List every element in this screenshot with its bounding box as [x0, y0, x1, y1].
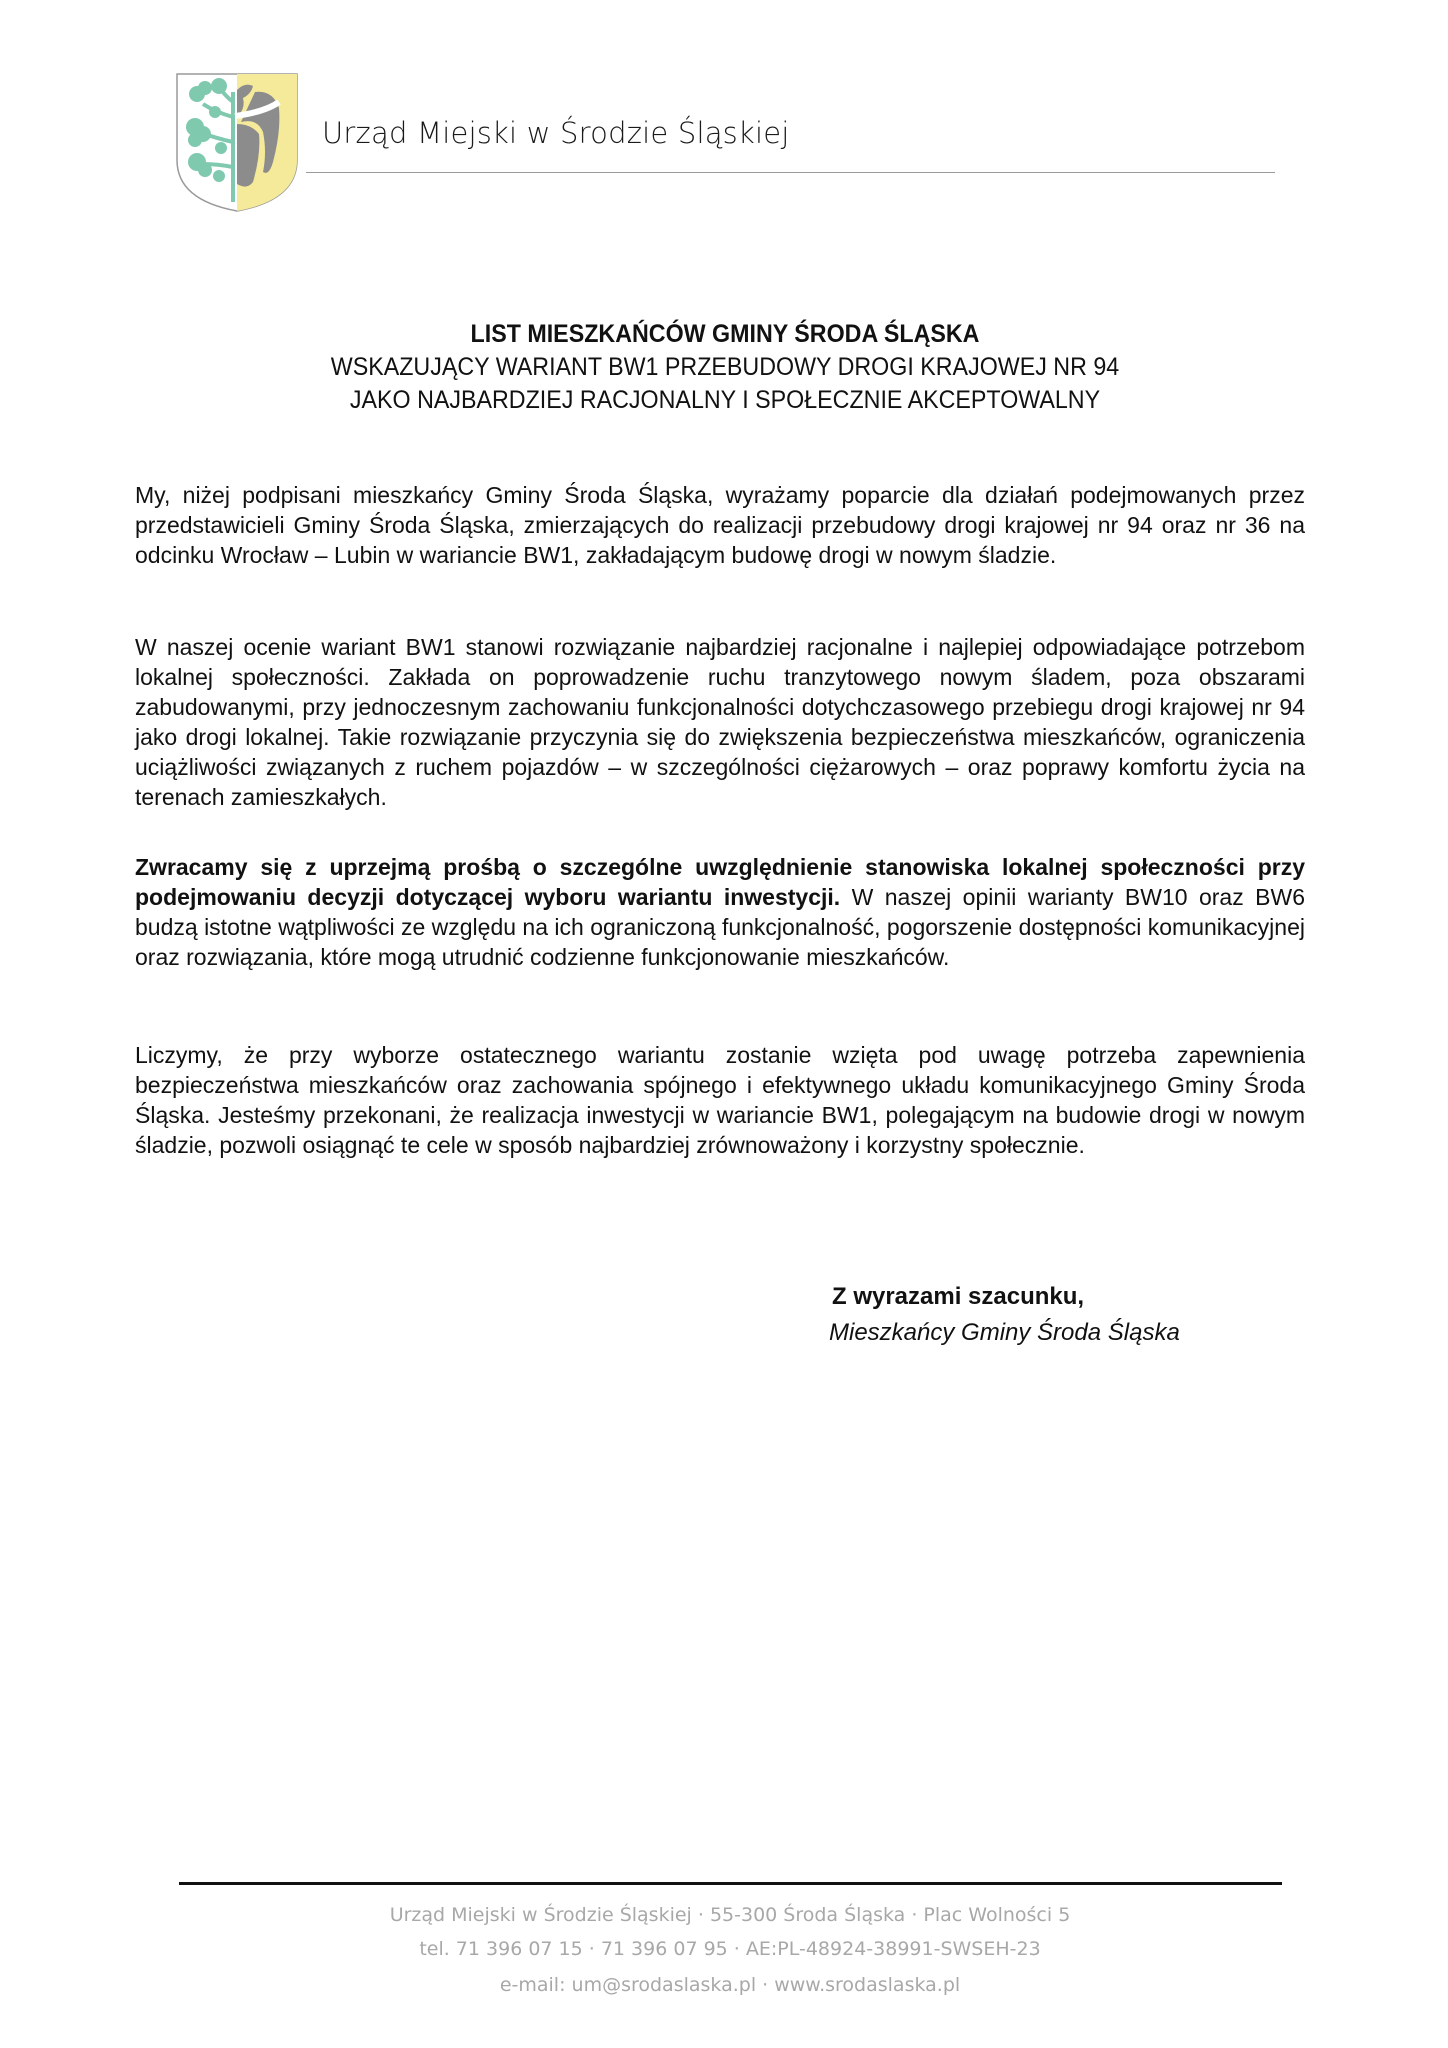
paragraph-1-text: My, niżej podpisani mieszkańcy Gminy Środa Śląska, wyrażamy poparcie dla działań podejmowanych przez przedstawicieli Gminy Środa Śląska, zmierzających do realizacji przebudowy drogi krajowej nr 94 oraz nr 36 na odcinku Wrocław – Lubin w wariancie BW1, zakładającym budowę drogi w nowym śladzie.: [135, 482, 1305, 568]
footer-phone: tel. 71 396 07 15 · 71 396 07 95 · AE:PL-48924-38991-SWSEH-23: [419, 1938, 1041, 1960]
paragraph-conclusion: [135, 1040, 1305, 1160]
footer-divider: [179, 1882, 1282, 1885]
title-line-3: JAKO NAJBARDZIEJ RACJONALNY I SPOŁECZNIE AKCEPTOWALNY: [349, 386, 1101, 414]
shield-icon: [175, 72, 299, 213]
closing-salutation: Z wyrazami szacunku,: [832, 1283, 1085, 1310]
footer-address: Urząd Miejski w Środzie Śląskiej · 55-300 Środa Śląska · Plac Wolności 5: [389, 1904, 1071, 1926]
paragraph-support: [135, 480, 1305, 570]
paragraph-3-bold-text: Zwracamy się z uprzejmą prośbą o szczególne uwzględnienie stanowiska lokalnej społeczności przy podejmowaniu decyzji dotyczącej wyboru wariantu inwestycji.: [135, 854, 1305, 910]
title-line-1: LIST MIESZKAŃCÓW GMINY ŚRODA ŚLĄSKA: [470, 320, 980, 348]
paragraph-assessment: [135, 632, 1305, 812]
footer-contact: e-mail: um@srodaslaska.pl · www.srodaslaska.pl: [499, 1974, 961, 1996]
signature-line: Mieszkańcy Gminy Środa Śląska: [829, 1319, 1180, 1346]
letter-title: [180, 318, 1270, 417]
header-divider: [306, 172, 1275, 173]
office-name: Urząd Miejski w Środzie Śląskiej: [322, 116, 790, 150]
paragraph-2-text: W naszej ocenie wariant BW1 stanowi rozwiązanie najbardziej racjonalne i najlepiej odpowiadające potrzebom lokalnej społeczności. Zakłada on poprowadzenie ruchu tranzytowego nowym śladem, poza obszarami zabudowanymi, przy jednoczesnym zachowaniu funkcjonalności dotychczasowego przebiegu drogi krajowej nr 94 jako drogi lokalnej. Takie rozwiązanie przyczynia się do zwiększenia bezpieczeństwa mieszkańców, ograniczenia uciążliwości związanych z ruchem pojazdów – w szczególności ciężarowych – oraz poprawy komfortu życia na terenach zamieszkałych.: [135, 634, 1305, 810]
paragraph-4-text: Liczymy, że przy wyborze ostatecznego wariantu zostanie wzięta pod uwagę potrzeba zapewnienia bezpieczeństwa mieszkańców oraz zachowania spójnego i efektywnego układu komunikacyjnego Gminy Środa Śląska. Jesteśmy przekonani, że realizacja inwestycji w wariancie BW1, polegającym na budowie drogi w nowym śladzie, pozwoli osiągnąć te cele w sposób najbardziej zrównoważony i korzystny społecznie.: [135, 1042, 1305, 1158]
paragraph-request: [135, 852, 1305, 972]
title-line-2: WSKAZUJĄCY WARIANT BW1 PRZEBUDOWY DROGI KRAJOWEJ NR 94: [330, 353, 1120, 381]
coat-of-arms-logo: [175, 72, 299, 213]
paragraph-3-text: W naszej opinii warianty BW10 oraz BW6 budzą istotne wątpliwości ze względu na ich ograniczoną funkcjonalność, pogorszenie dostępności komunikacyjnej oraz rozwiązania, które mogą utrudnić codzienne funkcjonowanie mieszkańców.: [135, 884, 1305, 970]
